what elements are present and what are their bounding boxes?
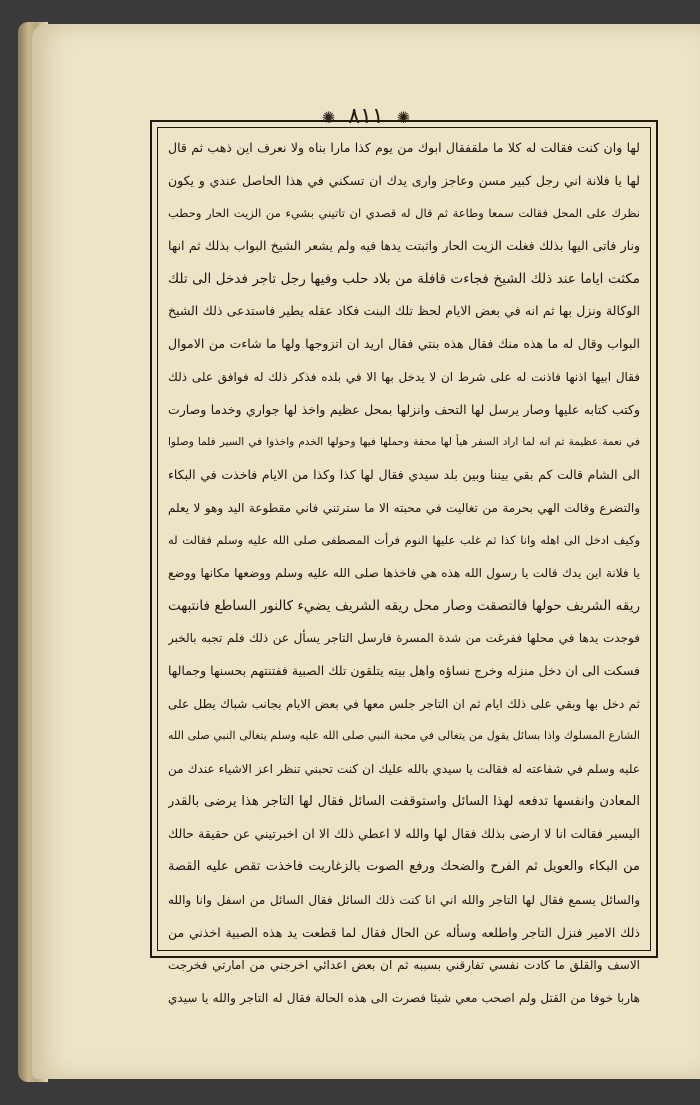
text-line: وكيف ادخل الى اهله وانا كذا ثم غلب عليها النوم فرأت المصطفى صلى الله عليه وسلم فقالت له <box>168 533 640 548</box>
text-frame <box>150 120 658 1005</box>
text-line: من البكاء والعويل ثم الفرح والضحك ورفع الصوت بالزغاريت فاخذت تقص عليه القصة <box>168 859 640 875</box>
ornament-icon: ✺ <box>321 108 336 127</box>
text-line: ذلك الامير فنزل التاجر واطلعه وسأله عن الحال فقال لما قطعت يد هذه الصبية اخذني من <box>168 924 640 940</box>
text-line: هاربا خوفا من القتل ولم اصحب معي شيئا فصرت الى هذه الحالة فقال له التاجر والله يا سيدي <box>168 990 640 1005</box>
text-line: ثم دخل بها وبقي على ذلك ايام ثم ان التاجر جلس معها في بعض الايام بجانب شباك يطل على <box>168 696 640 711</box>
text-line: المعادن وانفسها تدفعه لهذا السائل واستوقفت السائل فقال لها التاجر هذا يرضى بالقدر <box>168 793 640 809</box>
text-line: لها وان كنت فقالت له كلا ما ملقفقال ابوك من يوم كذا مارا بناه ولا نعرف اين ذهب ثم قال <box>168 140 640 155</box>
text-line: اليسير فقالت انا لا ارضى بذلك فقال لها والله لا اعطي ذلك الا ان اخبرتيني عن حقيقة حالك <box>168 826 640 842</box>
text-line: ونار فاتى اليها بذلك فغلت الزيت الحار واثبتت يدها فيه ولم يشعر الشيخ البواب بذلك ثم انها <box>168 238 640 254</box>
text-line: ريقه الشريف حولها فالتصقت وصار محل ريقه الشريف يضيء كالنور الساطع فانتبهت <box>168 597 640 614</box>
text-line: يا فلانة اين يدك قالت يا رسول الله هذه هي فاخذها صلى الله عليه وسلم ووضعها مكانها ووضع <box>168 565 640 580</box>
text-line: مكثت اياما عند ذلك الشيخ فجاءت قافلة من بلاد حلب وفيها رجل تاجر فدخل الى تلك <box>168 270 640 287</box>
text-line: البواب وقال له ما هذه منك فقال هذه بنتي فقال اريد ان اتزوجها ولها ما شاءت من الاموال <box>168 336 640 352</box>
text-line: لها يا فلانة اني رجل كبير مسن وعاجز وارى يدك ان تسكني في هذا الحاصل عندي و يكون <box>168 172 640 188</box>
text-line: الى الشام قالت كم بقي بيننا وبين بلد سيدي فقال لها كذا وكذا من الايام فاخذت في البكاء <box>168 466 640 482</box>
text-line: والسائل يسمع فقال لها التاجر والله اني انا كنت ذلك السائل فقال السائل من اسفل وانا والله <box>168 892 640 907</box>
text-line: الاسف والقلق ما كادت نفسي تفارقني بسببه ثم ان بعض اعدائي اخرجني من امارتي فخرجت <box>168 958 640 973</box>
text-line: الوكالة ونزل بها ثم انه في بعض الايام لحظ تلك البنت فكاد عقله يطير فاستدعى ذلك الشيخ <box>168 303 640 319</box>
text-line: وكتب كتابه عليها وصار يرسل لها التحف وانزلها بمحل عظيم واخذ لها جواري وخدما وصارت <box>168 401 640 417</box>
text-line: فقال ابيها اذنها فاذنت له على شرط ان لا يدخل بها الا في بلده فذكر ذلك له فوافق على ذلك <box>168 369 640 384</box>
ornament-icon: ✺ <box>396 108 411 127</box>
text-line: فسكت الى ان دخل منزله وخرج نساؤه واهل بيته يتلقون تلك الصبية ففتنتهم بحسنها وجمالها <box>168 663 640 678</box>
text-line: في نعمة عظيمة ثم انه لما اراد السفر هيأ لها محفة وحملها فيها وحولها الخدم واخذوا في السير فلما وصلوا <box>168 436 640 449</box>
text-line: عليه وسلم في شفاعته له فقالت يا سيدي بالله عليك ان كنت تحبني تنظر اعز الاشياء عندك من <box>168 762 640 777</box>
page-number: ٨١١ <box>348 104 384 129</box>
text-line: الشارع المسلوك واذا بسائل يقول من يتغالى في محبة النبي صلى الله عليه وسلم يتغالى النبي صلى الله <box>168 729 640 743</box>
text-line: فوجدت يدها في محلها ففرغت من شدة المسرة فارسل التاجر يسأل عن ذلك فلم تجبه بالخبر <box>168 631 640 646</box>
text-line: والتضرع وقالت الهي بحرمة من تغاليت في محبته الا ما سترتني فاني مقطوعة اليد وهو لا يعلم <box>168 500 640 515</box>
text-line: نظرك على المحل فقالت سمعا وطاعة ثم قال له قصدي ان تاتيني بشيء من الزيت الحار وحطب <box>168 206 640 221</box>
text-block <box>168 132 640 1005</box>
